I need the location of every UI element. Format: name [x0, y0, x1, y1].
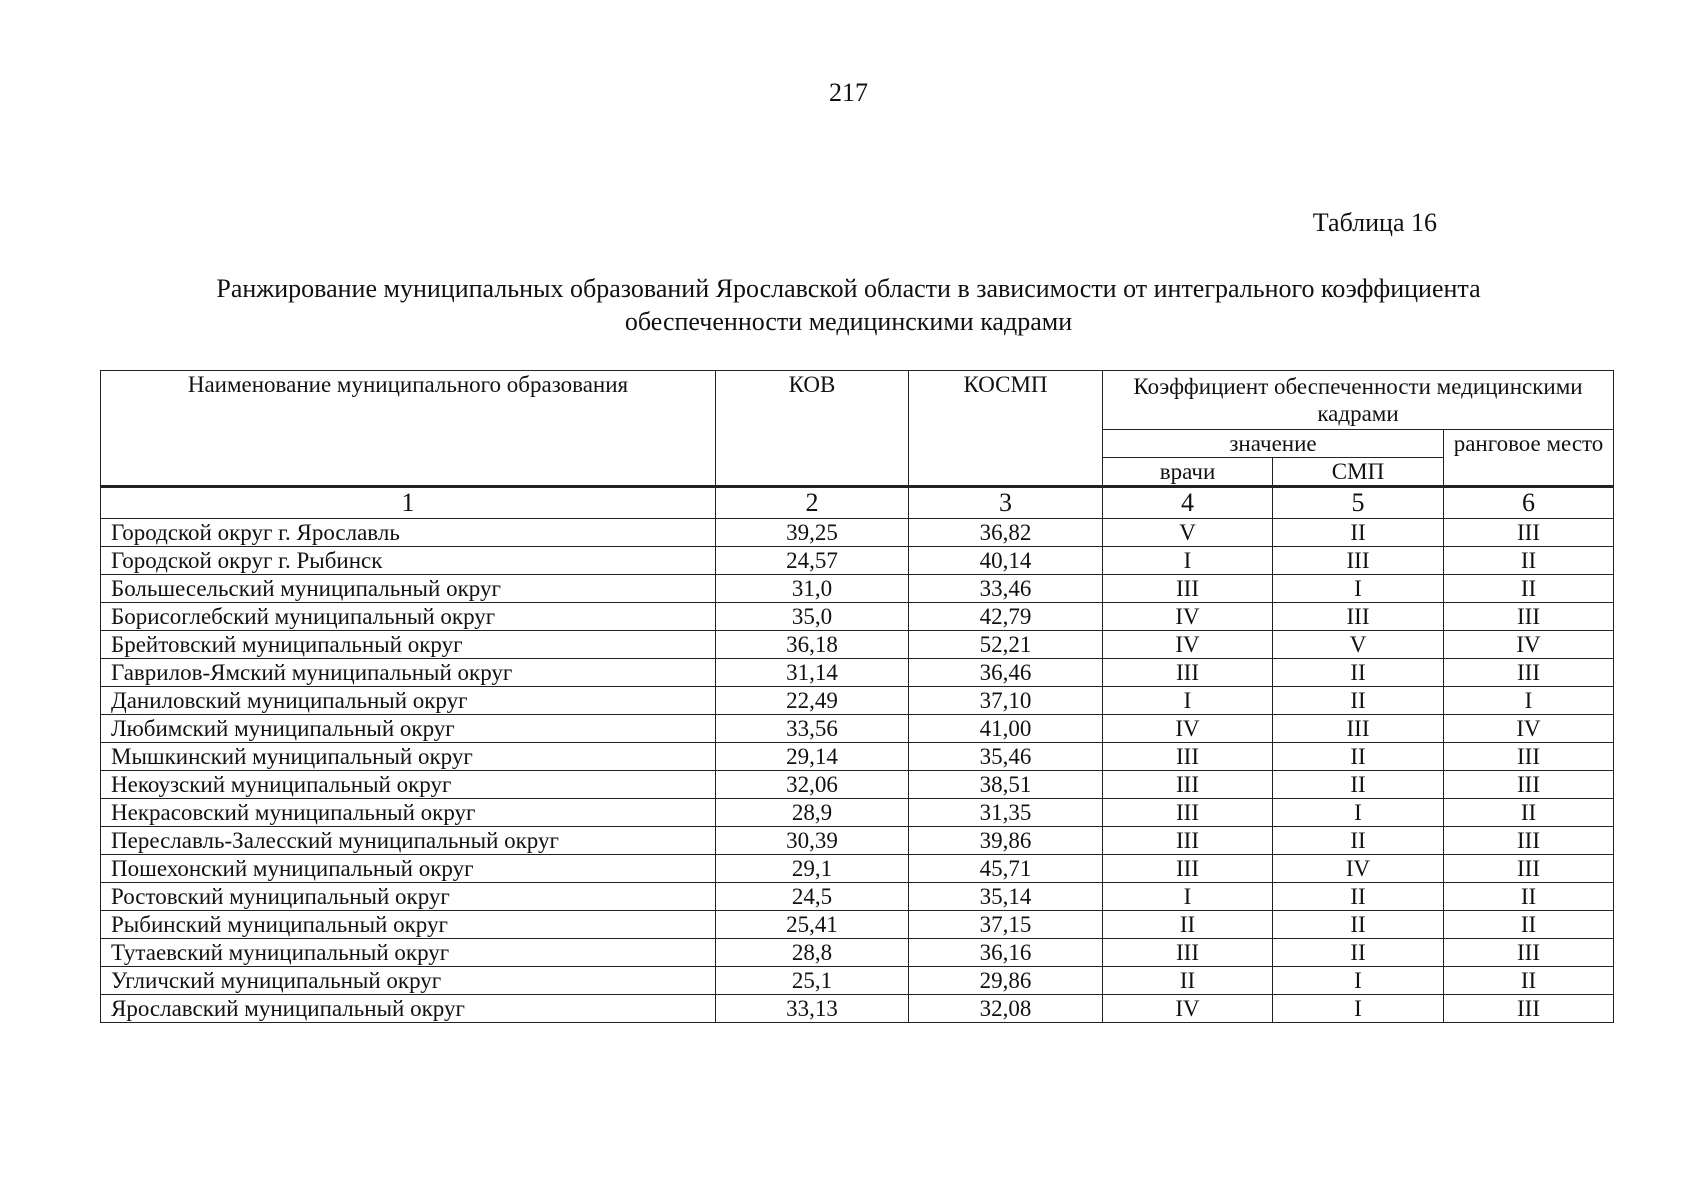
cell-kosmp: 33,46	[909, 575, 1103, 603]
cell-name: Некрасовский муниципальный округ	[101, 799, 716, 827]
header-kosmp: КОСМП	[909, 371, 1103, 487]
cell-rank: II	[1444, 575, 1614, 603]
header-smp: СМП	[1273, 458, 1444, 487]
cell-kov: 28,9	[716, 799, 909, 827]
cell-smp: V	[1273, 631, 1444, 659]
cell-kov: 24,57	[716, 547, 909, 575]
cell-doctors: IV	[1103, 631, 1273, 659]
table-row	[101, 883, 1614, 911]
cell-smp: I	[1273, 967, 1444, 995]
cell-kosmp: 32,08	[909, 995, 1103, 1023]
table-row	[101, 659, 1614, 687]
table-row	[101, 519, 1614, 547]
cell-smp: I	[1273, 799, 1444, 827]
cell-kosmp: 35,14	[909, 883, 1103, 911]
cell-kov: 29,14	[716, 743, 909, 771]
table-row	[101, 967, 1614, 995]
cell-rank: IV	[1444, 715, 1614, 743]
cell-name: Даниловский муниципальный округ	[101, 687, 716, 715]
cell-rank: III	[1444, 939, 1614, 967]
cell-kov: 24,5	[716, 883, 909, 911]
table-row	[101, 911, 1614, 939]
cell-rank: III	[1444, 995, 1614, 1023]
header-value: значение	[1103, 430, 1444, 458]
cell-smp: III	[1273, 603, 1444, 631]
cell-name: Любимский муниципальный округ	[101, 715, 716, 743]
cell-doctors: IV	[1103, 603, 1273, 631]
cell-kosmp: 41,00	[909, 715, 1103, 743]
cell-kosmp: 52,21	[909, 631, 1103, 659]
cell-name: Брейтовский муниципальный округ	[101, 631, 716, 659]
table-row	[101, 939, 1614, 967]
cell-name: Борисоглебский муниципальный округ	[101, 603, 716, 631]
cell-rank: III	[1444, 603, 1614, 631]
table-row	[101, 603, 1614, 631]
cell-doctors: I	[1103, 687, 1273, 715]
cell-smp: I	[1273, 995, 1444, 1023]
cell-kov: 39,25	[716, 519, 909, 547]
table-row	[101, 827, 1614, 855]
cell-name: Некоузский муниципальный округ	[101, 771, 716, 799]
cell-kov: 31,0	[716, 575, 909, 603]
cell-kosmp: 45,71	[909, 855, 1103, 883]
cell-smp: II	[1273, 519, 1444, 547]
cell-kosmp: 29,86	[909, 967, 1103, 995]
cell-doctors: III	[1103, 743, 1273, 771]
cell-kov: 28,8	[716, 939, 909, 967]
table-header	[101, 371, 1614, 487]
cell-rank: III	[1444, 519, 1614, 547]
cell-smp: II	[1273, 659, 1444, 687]
column-number: 3	[909, 487, 1103, 519]
cell-kov: 33,13	[716, 995, 909, 1023]
column-number: 2	[716, 487, 909, 519]
cell-rank: II	[1444, 883, 1614, 911]
cell-kosmp: 36,46	[909, 659, 1103, 687]
cell-smp: II	[1273, 883, 1444, 911]
cell-rank: III	[1444, 743, 1614, 771]
cell-rank: III	[1444, 659, 1614, 687]
column-number-row	[101, 487, 1614, 519]
column-number: 5	[1273, 487, 1444, 519]
cell-kosmp: 42,79	[909, 603, 1103, 631]
table-row	[101, 687, 1614, 715]
header-doctors: врачи	[1103, 458, 1273, 487]
cell-kov: 31,14	[716, 659, 909, 687]
cell-name: Переславль-Залесский муниципальный округ	[101, 827, 716, 855]
cell-name: Городской округ г. Ярославль	[101, 519, 716, 547]
cell-kosmp: 39,86	[909, 827, 1103, 855]
cell-doctors: III	[1103, 771, 1273, 799]
page-number: 217	[829, 78, 868, 107]
cell-smp: II	[1273, 743, 1444, 771]
cell-name: Большесельский муниципальный округ	[101, 575, 716, 603]
cell-smp: I	[1273, 575, 1444, 603]
column-number: 6	[1444, 487, 1614, 519]
cell-doctors: III	[1103, 827, 1273, 855]
cell-smp: III	[1273, 715, 1444, 743]
cell-doctors: III	[1103, 659, 1273, 687]
cell-rank: II	[1444, 967, 1614, 995]
cell-name: Тутаевский муниципальный округ	[101, 939, 716, 967]
cell-rank: III	[1444, 855, 1614, 883]
header-coefficient: Коэффициент обеспеченности медицинскими кадрами	[1103, 371, 1614, 430]
column-numbers	[101, 487, 1614, 519]
cell-kov: 35,0	[716, 603, 909, 631]
cell-kov: 32,06	[716, 771, 909, 799]
cell-doctors: II	[1103, 967, 1273, 995]
table-row	[101, 799, 1614, 827]
cell-rank: I	[1444, 687, 1614, 715]
cell-kosmp: 37,15	[909, 911, 1103, 939]
cell-doctors: I	[1103, 547, 1273, 575]
title-line-2: обеспеченности медицинскими кадрами	[624, 307, 1073, 336]
table-row	[101, 771, 1614, 799]
cell-rank: II	[1444, 547, 1614, 575]
cell-doctors: III	[1103, 855, 1273, 883]
table-body	[101, 519, 1614, 1023]
cell-kosmp: 37,10	[909, 687, 1103, 715]
cell-rank: III	[1444, 771, 1614, 799]
table-row	[101, 715, 1614, 743]
title-line-1: Ранжирование муниципальных образований Ярославской области в зависимости от интегрального коэффициента	[216, 274, 1481, 303]
cell-kosmp: 36,82	[909, 519, 1103, 547]
cell-name: Угличский муниципальный округ	[101, 967, 716, 995]
cell-name: Ростовский муниципальный округ	[101, 883, 716, 911]
cell-kov: 29,1	[716, 855, 909, 883]
cell-doctors: IV	[1103, 995, 1273, 1023]
cell-rank: III	[1444, 827, 1614, 855]
cell-name: Гаврилов-Ямский муниципальный округ	[101, 659, 716, 687]
cell-rank: II	[1444, 799, 1614, 827]
cell-kosmp: 35,46	[909, 743, 1103, 771]
cell-name: Ярославский муниципальный округ	[101, 995, 716, 1023]
cell-name: Городской округ г. Рыбинск	[101, 547, 716, 575]
cell-kov: 25,41	[716, 911, 909, 939]
cell-name: Мышкинский муниципальный округ	[101, 743, 716, 771]
cell-doctors: I	[1103, 883, 1273, 911]
cell-name: Рыбинский муниципальный округ	[101, 911, 716, 939]
cell-kosmp: 40,14	[909, 547, 1103, 575]
header-name: Наименование муниципального образования	[101, 371, 716, 487]
cell-kov: 25,1	[716, 967, 909, 995]
cell-doctors: III	[1103, 799, 1273, 827]
cell-smp: II	[1273, 911, 1444, 939]
cell-doctors: V	[1103, 519, 1273, 547]
ranking-table	[100, 370, 1614, 1023]
cell-kov: 30,39	[716, 827, 909, 855]
cell-doctors: III	[1103, 575, 1273, 603]
page-title	[120, 272, 1577, 338]
cell-rank: IV	[1444, 631, 1614, 659]
cell-doctors: II	[1103, 911, 1273, 939]
table-label: Таблица 16	[1312, 208, 1437, 237]
cell-kov: 36,18	[716, 631, 909, 659]
cell-rank: II	[1444, 911, 1614, 939]
header-rank: ранговое место	[1444, 430, 1614, 487]
cell-smp: II	[1273, 939, 1444, 967]
cell-smp: IV	[1273, 855, 1444, 883]
cell-kosmp: 38,51	[909, 771, 1103, 799]
cell-smp: II	[1273, 827, 1444, 855]
cell-kov: 33,56	[716, 715, 909, 743]
cell-smp: II	[1273, 687, 1444, 715]
cell-kosmp: 31,35	[909, 799, 1103, 827]
cell-doctors: IV	[1103, 715, 1273, 743]
cell-smp: III	[1273, 547, 1444, 575]
cell-smp: II	[1273, 771, 1444, 799]
table-row	[101, 547, 1614, 575]
table-row	[101, 995, 1614, 1023]
column-number: 1	[101, 487, 716, 519]
cell-kov: 22,49	[716, 687, 909, 715]
header-kov: КОВ	[716, 371, 909, 487]
column-number: 4	[1103, 487, 1273, 519]
table-row	[101, 855, 1614, 883]
cell-doctors: III	[1103, 939, 1273, 967]
table-row	[101, 575, 1614, 603]
table-row	[101, 743, 1614, 771]
table-row	[101, 631, 1614, 659]
cell-name: Пошехонский муниципальный округ	[101, 855, 716, 883]
cell-kosmp: 36,16	[909, 939, 1103, 967]
